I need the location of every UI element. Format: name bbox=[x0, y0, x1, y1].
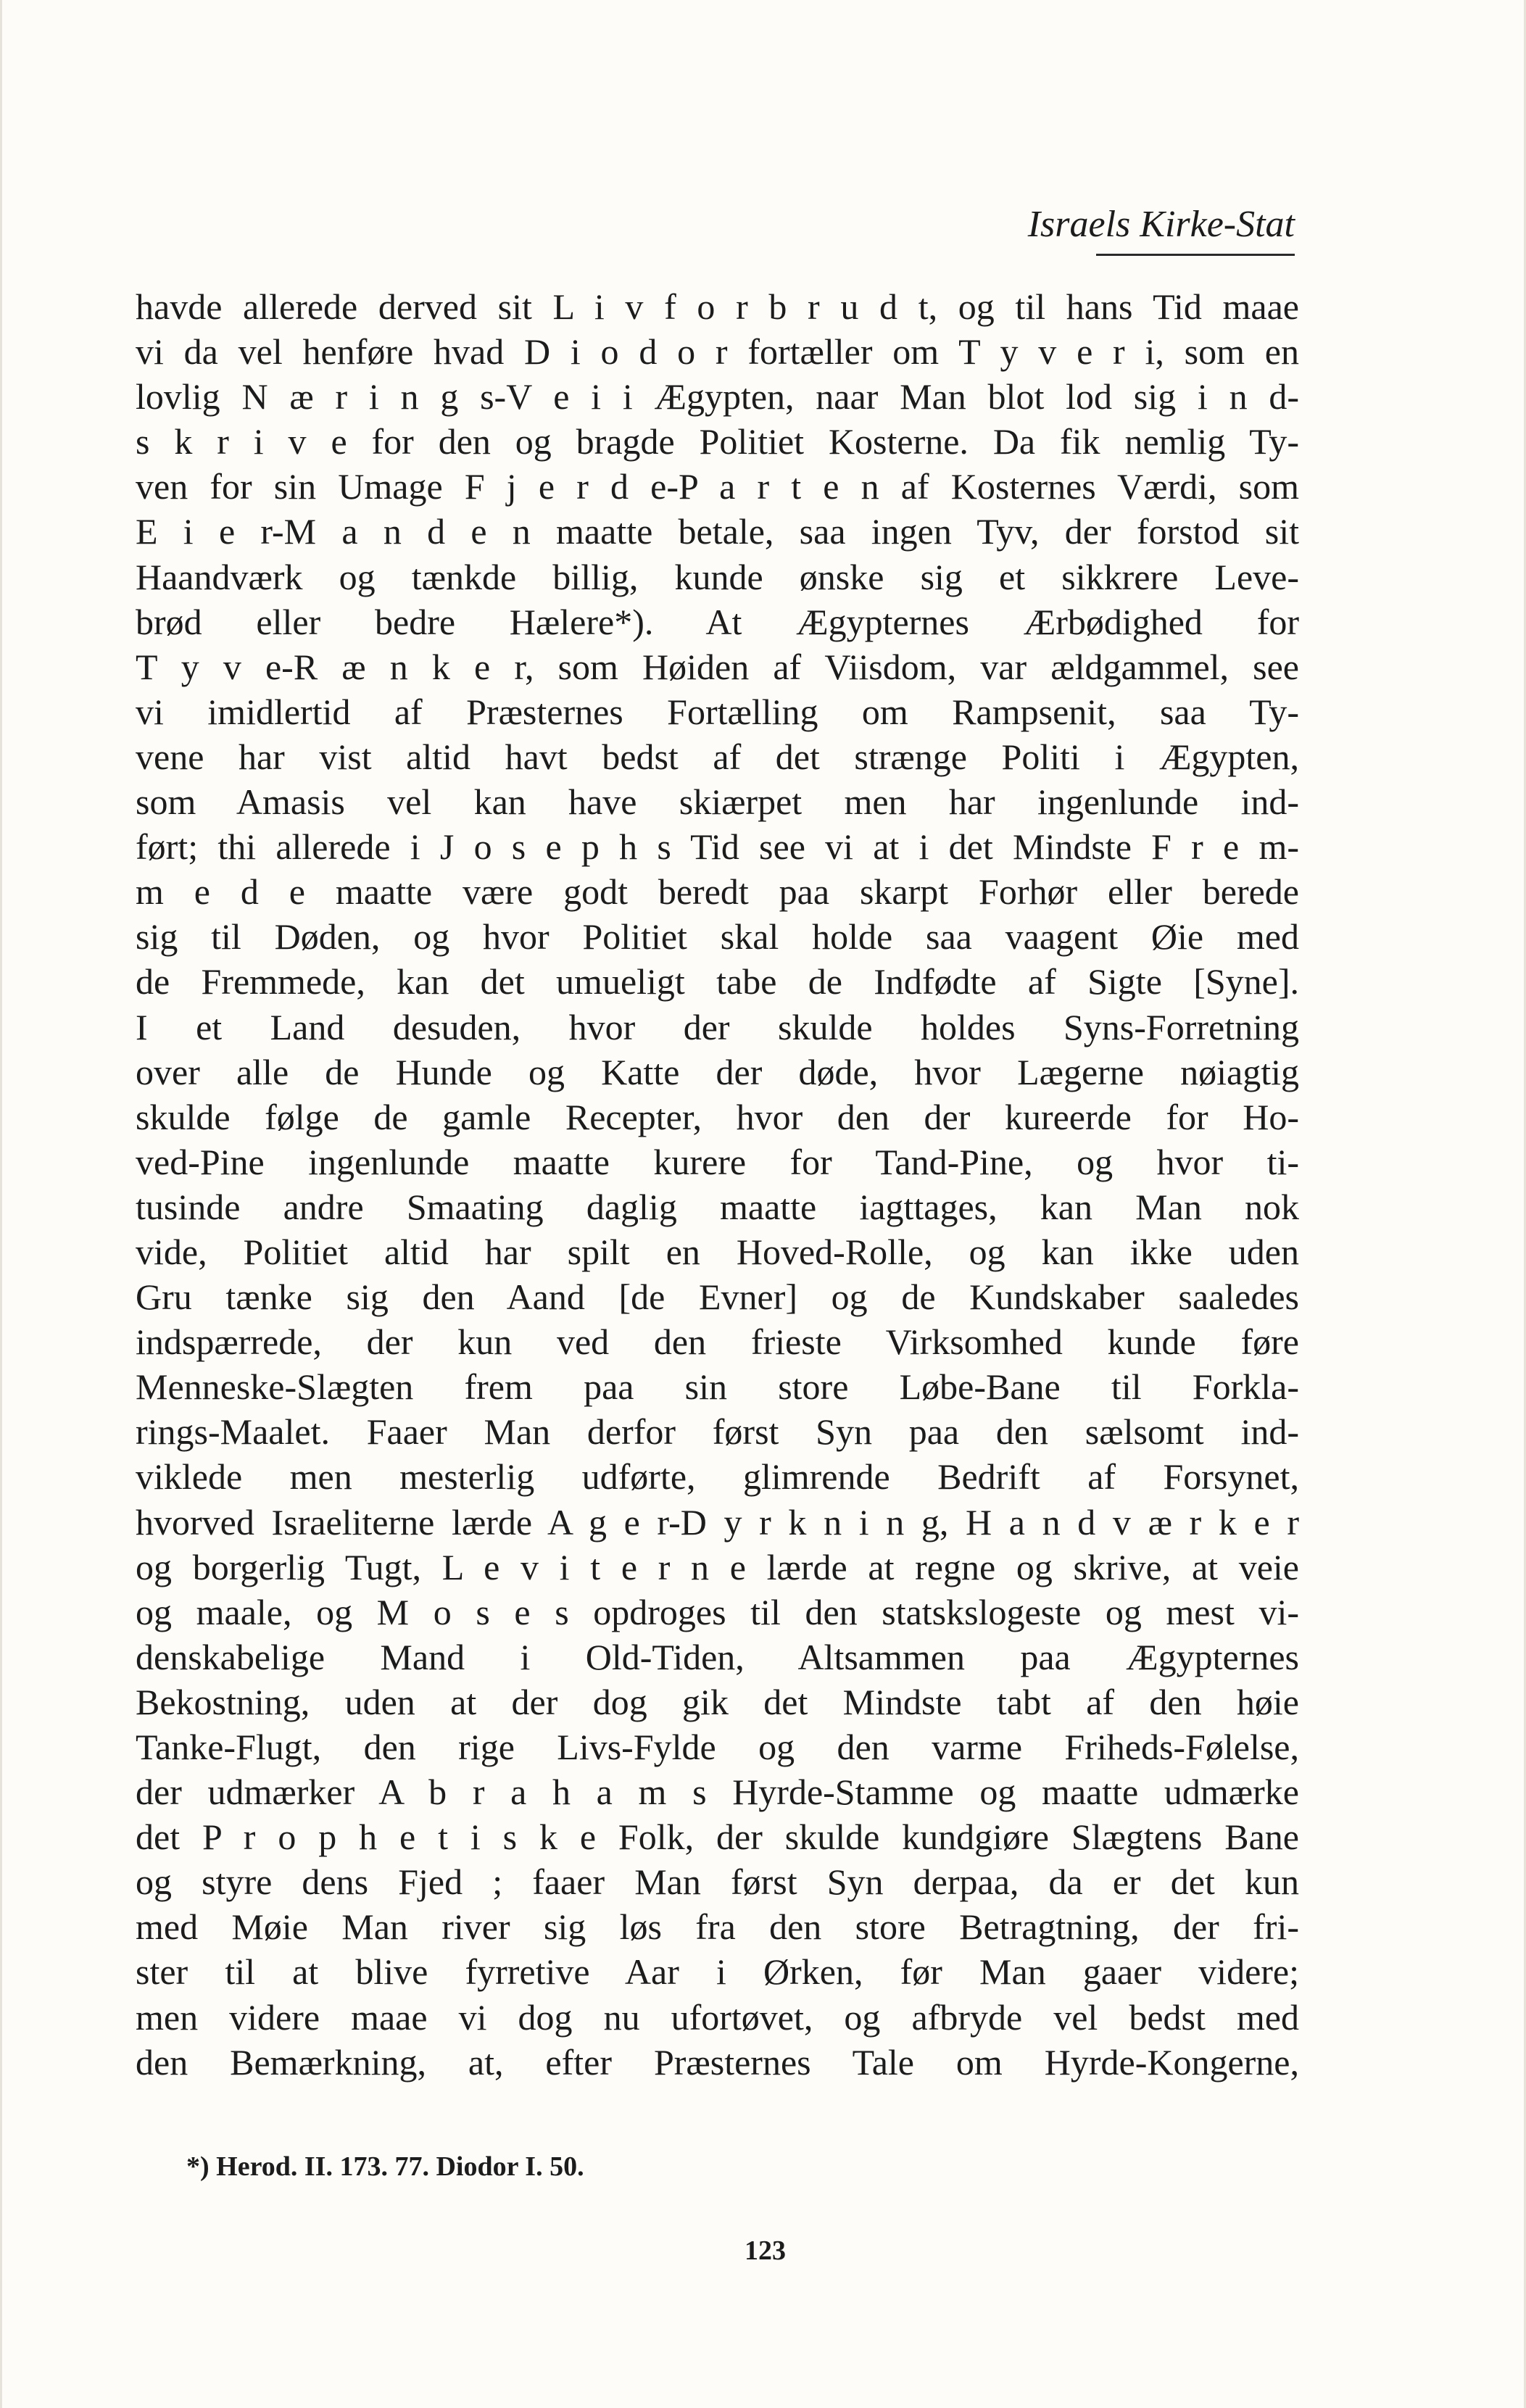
text-line: hvorved Israeliterne lærde A g e r-D y r k n i n g, H a n d v æ r k e r bbox=[136, 1501, 1299, 1543]
text-line: der udmærker A b r a h a m s Hyrde-Stamme og maatte udmærke bbox=[136, 1772, 1299, 1813]
page-number: 123 bbox=[745, 2235, 786, 2266]
text-line: Gru tænke sig den Aand [de Evner] og de Kundskaber saaledes bbox=[136, 1276, 1299, 1318]
text-line: ster til at blive fyrretive Aar i Ørken, før Man gaaer videre; bbox=[136, 1951, 1299, 1993]
text-line: over alle de Hunde og Katte der døde, hvor Lægerne nøiagtig bbox=[136, 1051, 1299, 1092]
footnote: *) Herod. II. 173. 77. Diodor I. 50. bbox=[186, 2151, 584, 2182]
text-line: Menneske-Slægten frem paa sin store Løbe-Bane til Forkla- bbox=[136, 1366, 1299, 1408]
text-line: havde allerede derved sit L i v f o r b r u d t, og til hans Tid maae bbox=[136, 286, 1299, 327]
running-head-rule bbox=[1096, 254, 1295, 256]
text-line: s k r i v e for den og bragde Politiet Kosterne. Da fik nemlig Ty- bbox=[136, 421, 1299, 462]
text-line: ved-Pine ingenlunde maatte kurere for Tand-Pine, og hvor ti- bbox=[136, 1141, 1299, 1182]
text-line: indspærrede, der kun ved den frieste Virksomhed kunde føre bbox=[136, 1321, 1299, 1363]
text-line: skulde følge de gamle Recepter, hvor den der kureerde for Ho- bbox=[136, 1096, 1299, 1137]
text-line: Haandværk og tænkde billig, kunde ønske sig et sikkrere Leve- bbox=[136, 556, 1299, 597]
text-line: T y v e-R æ n k e r, som Høiden af Viisdom, var ældgammel, see bbox=[136, 646, 1299, 687]
text-line: vi da vel henføre hvad D i o d o r fortæller om T y v e r i, som en bbox=[136, 331, 1299, 373]
text-line: vene har vist altid havt bedst af det strænge Politi i Ægypten, bbox=[136, 736, 1299, 777]
text-line: vide, Politiet altid har spilt en Hoved-Rolle, og kan ikke uden bbox=[136, 1231, 1299, 1272]
text-line: sig til Døden, og hvor Politiet skal holde saa vaagent Øie med bbox=[136, 916, 1299, 958]
text-line: de Fremmede, kan det umueligt tabe de Indfødte af Sigte [Syne]. bbox=[136, 961, 1299, 1002]
text-line: Tanke-Flugt, den rige Livs-Fylde og den varme Friheds-Følelse, bbox=[136, 1727, 1299, 1767]
text-line: I et Land desuden, hvor der skulde holdes Syns-Forretning bbox=[136, 1006, 1299, 1047]
text-line: lovlig N æ r i n g s-V e i i Ægypten, naar Man blot lod sig i n d- bbox=[136, 376, 1299, 418]
text-line: rings-Maalet. Faaer Man derfor først Syn paa den sælsomt ind- bbox=[136, 1411, 1299, 1453]
text-line: som Amasis vel kan have skiærpet men har ingenlunde ind- bbox=[136, 781, 1299, 823]
text-line: ven for sin Umage F j e r d e-P a r t e n af Kosternes Værdi, som bbox=[136, 466, 1299, 507]
text-line: E i e r-M a n d e n maatte betale, saa ingen Tyv, der forstod sit bbox=[136, 511, 1299, 552]
text-line: og borgerlig Tugt, L e v i t e r n e lærde at regne og skrive, at veie bbox=[136, 1546, 1299, 1587]
text-line: denskabelige Mand i Old-Tiden, Altsammen paa Ægypternes bbox=[136, 1636, 1299, 1677]
text-line: vi imidlertid af Præsternes Fortælling om Rampsenit, saa Ty- bbox=[136, 691, 1299, 732]
text-line: m e d e maatte være godt beredt paa skarpt Forhør eller berede bbox=[136, 871, 1299, 913]
body-text bbox=[136, 284, 1299, 2085]
text-line: Bekostning, uden at der dog gik det Mindste tabt af den høie bbox=[136, 1681, 1299, 1722]
text-line: det P r o p h e t i s k e Folk, der skulde kundgiøre Slægtens Bane bbox=[136, 1817, 1299, 1858]
text-line: med Møie Man river sig løs fra den store Betragtning, der fri- bbox=[136, 1906, 1299, 1948]
text-line: brød eller bedre Hælere*). At Ægypternes Ærbødighed for bbox=[136, 601, 1299, 642]
text-line: ført; thi allerede i J o s e p h s Tid see vi at i det Mindste F r e m- bbox=[136, 826, 1299, 868]
text-line: den Bemærkning, at, efter Præsternes Tale om Hyrde-Kongerne, bbox=[136, 2041, 1299, 2083]
text-line: men videre maae vi dog nu ufortøvet, og afbryde vel bedst med bbox=[136, 1996, 1299, 2038]
text-line: og styre dens Fjed ; faaer Man først Syn derpaa, da er det kun bbox=[136, 1861, 1299, 1903]
text-line: viklede men mesterlig udførte, glimrende Bedrift af Forsynet, bbox=[136, 1456, 1299, 1498]
text-line: tusinde andre Smaating daglig maatte iagttages, kan Man nok bbox=[136, 1186, 1299, 1227]
text-line: og maale, og M o s e s opdroges til den statskslogeste og mest vi- bbox=[136, 1591, 1299, 1632]
running-head-title: Israels Kirke-Stat bbox=[1027, 204, 1295, 245]
